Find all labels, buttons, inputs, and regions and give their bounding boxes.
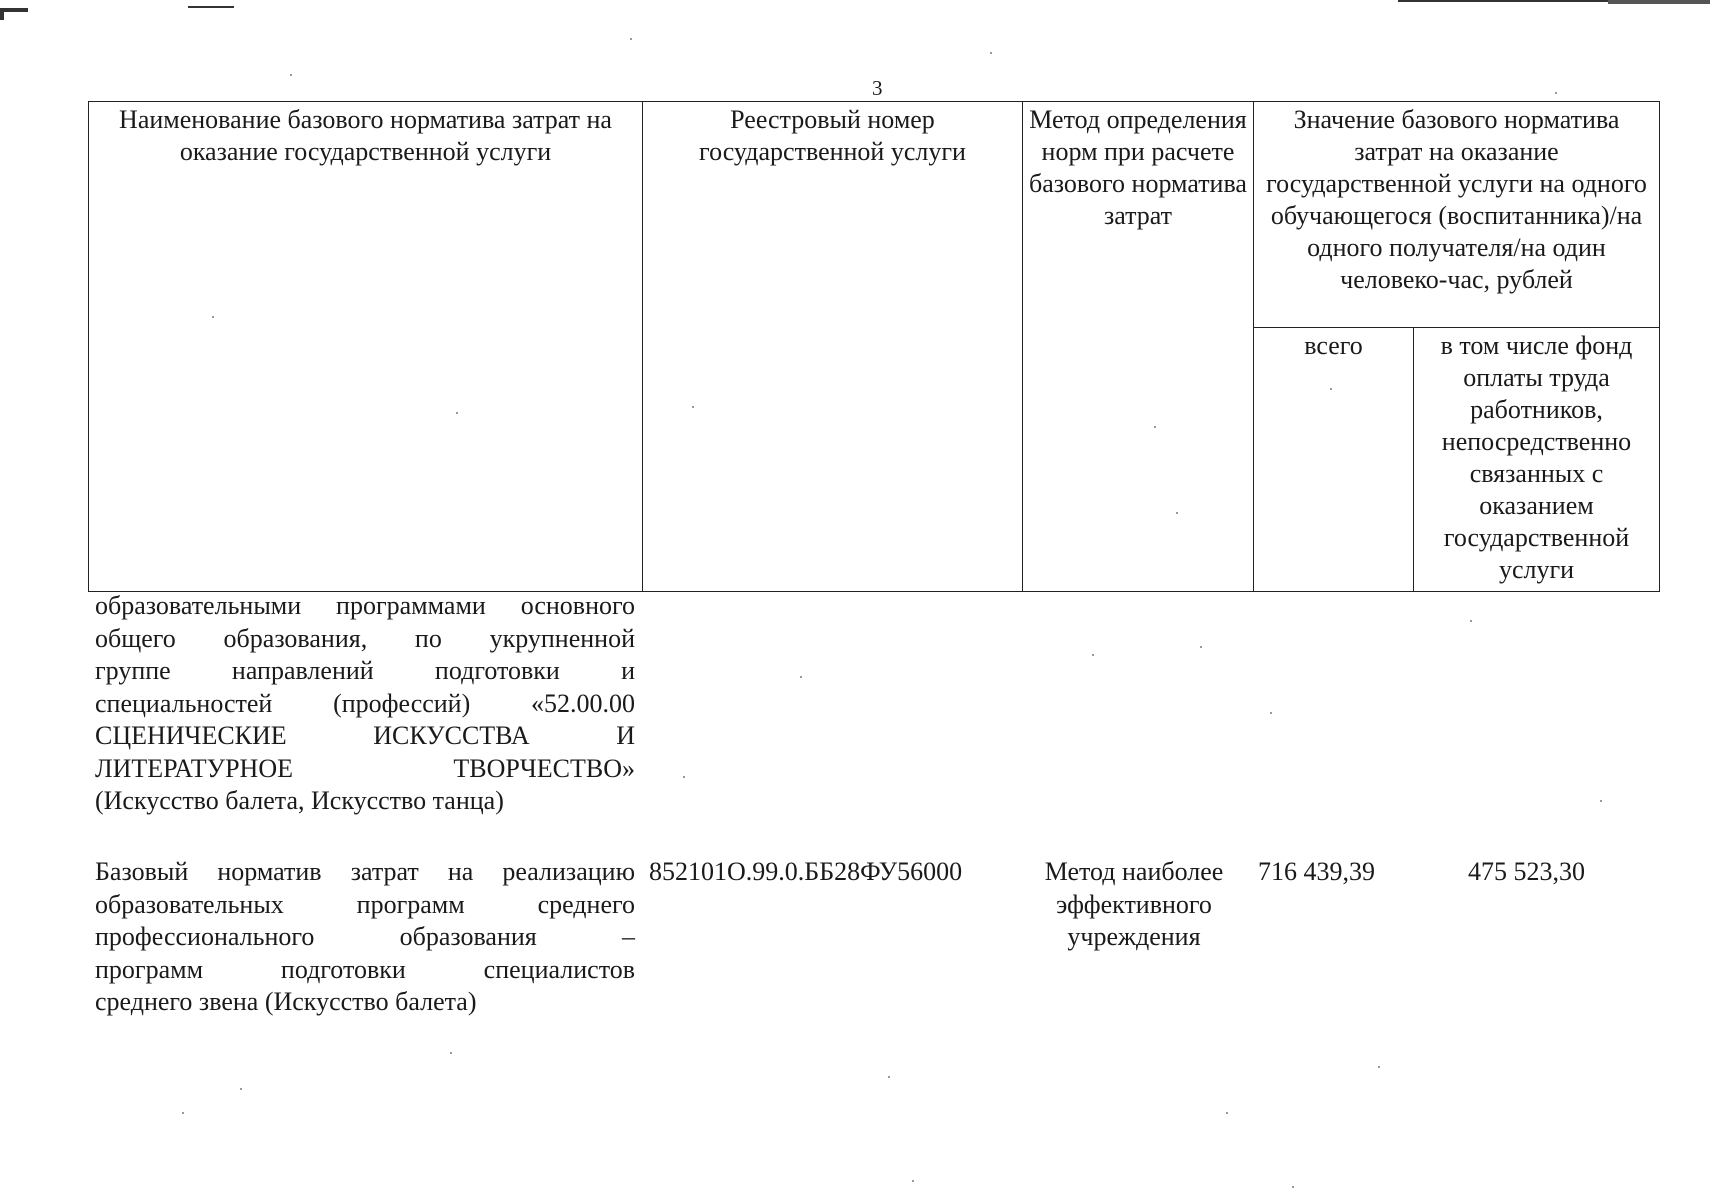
continued-service-name bbox=[95, 590, 635, 818]
scan-artifact bbox=[188, 6, 234, 8]
page-number: 3 bbox=[872, 76, 883, 100]
header-registry: Реестровый номер государственной услуги bbox=[643, 102, 1023, 592]
scan-speck bbox=[888, 1076, 890, 1078]
text-line: профессионального образования – bbox=[95, 922, 635, 951]
scan-speck bbox=[683, 776, 685, 778]
scan-speck bbox=[1555, 92, 1557, 94]
text-line: специальностей (профессий) «52.00.00 bbox=[95, 688, 635, 718]
scan-speck bbox=[450, 1052, 452, 1054]
scan-speck bbox=[290, 74, 292, 76]
row-registry-number: 852101О.99.0.ББ28ФУ56000 bbox=[649, 857, 963, 886]
scan-speck bbox=[1292, 1186, 1294, 1188]
header-value: Значение базового норматива затрат на оказание государственной услуги на одного обучающегося (воспитанника)/на одного получателя/на один человеко-час, рублей bbox=[1254, 102, 1660, 328]
text-line: группе направлений подготовки и bbox=[95, 656, 635, 685]
row-total: 716 439,39 bbox=[1258, 857, 1375, 886]
scan-speck bbox=[1092, 654, 1094, 656]
scan-speck bbox=[1226, 1112, 1228, 1114]
text-line: образовательными программами основного bbox=[95, 591, 635, 620]
scan-speck bbox=[990, 52, 992, 54]
scan-speck bbox=[1270, 712, 1272, 714]
scan-speck bbox=[912, 1180, 914, 1182]
text-line: общего образования, по укрупненной bbox=[95, 623, 635, 653]
scan-speck bbox=[1200, 646, 1202, 648]
text-line: программ подготовки специалистов bbox=[95, 954, 635, 984]
header-name: Наименование базового норматива затрат на оказание государственной услуги bbox=[89, 102, 643, 592]
text-line: Базовый норматив затрат на реализацию bbox=[95, 857, 635, 886]
row-incl-wage-fund: 475 523,30 bbox=[1468, 857, 1585, 886]
scan-speck bbox=[1470, 620, 1472, 622]
scan-speck bbox=[240, 1088, 242, 1090]
text-line: образовательных программ среднего bbox=[95, 889, 635, 919]
header-incl: в том числе фонд оплаты труда работников, непосредственно связанных с оказанием государственной услуги bbox=[1414, 328, 1660, 592]
scan-speck bbox=[1600, 800, 1602, 802]
text-line: ЛИТЕРАТУРНОЕ ТВОРЧЕСТВО» bbox=[95, 753, 635, 783]
row-service-name bbox=[95, 856, 635, 1019]
table-header bbox=[88, 101, 1660, 592]
header-total: всего bbox=[1254, 328, 1414, 592]
text-line: (Искусство балета, Искусство танца) bbox=[95, 786, 504, 815]
scan-speck bbox=[800, 676, 802, 678]
text-line: среднего звена (Искусство балета) bbox=[95, 987, 477, 1016]
row-method: Метод наиболее эффективного учреждения bbox=[1044, 857, 1224, 951]
scan-speck bbox=[630, 38, 632, 40]
scan-artifact bbox=[0, 8, 28, 12]
scan-artifact bbox=[1608, 0, 1710, 4]
scan-speck bbox=[1378, 1066, 1380, 1068]
text-line: СЦЕНИЧЕСКИЕ ИСКУССТВА И bbox=[95, 721, 635, 750]
scan-artifact bbox=[0, 8, 4, 20]
header-method: Метод определения норм при расчете базового норматива затрат bbox=[1023, 102, 1254, 592]
scan-speck bbox=[182, 1112, 184, 1114]
